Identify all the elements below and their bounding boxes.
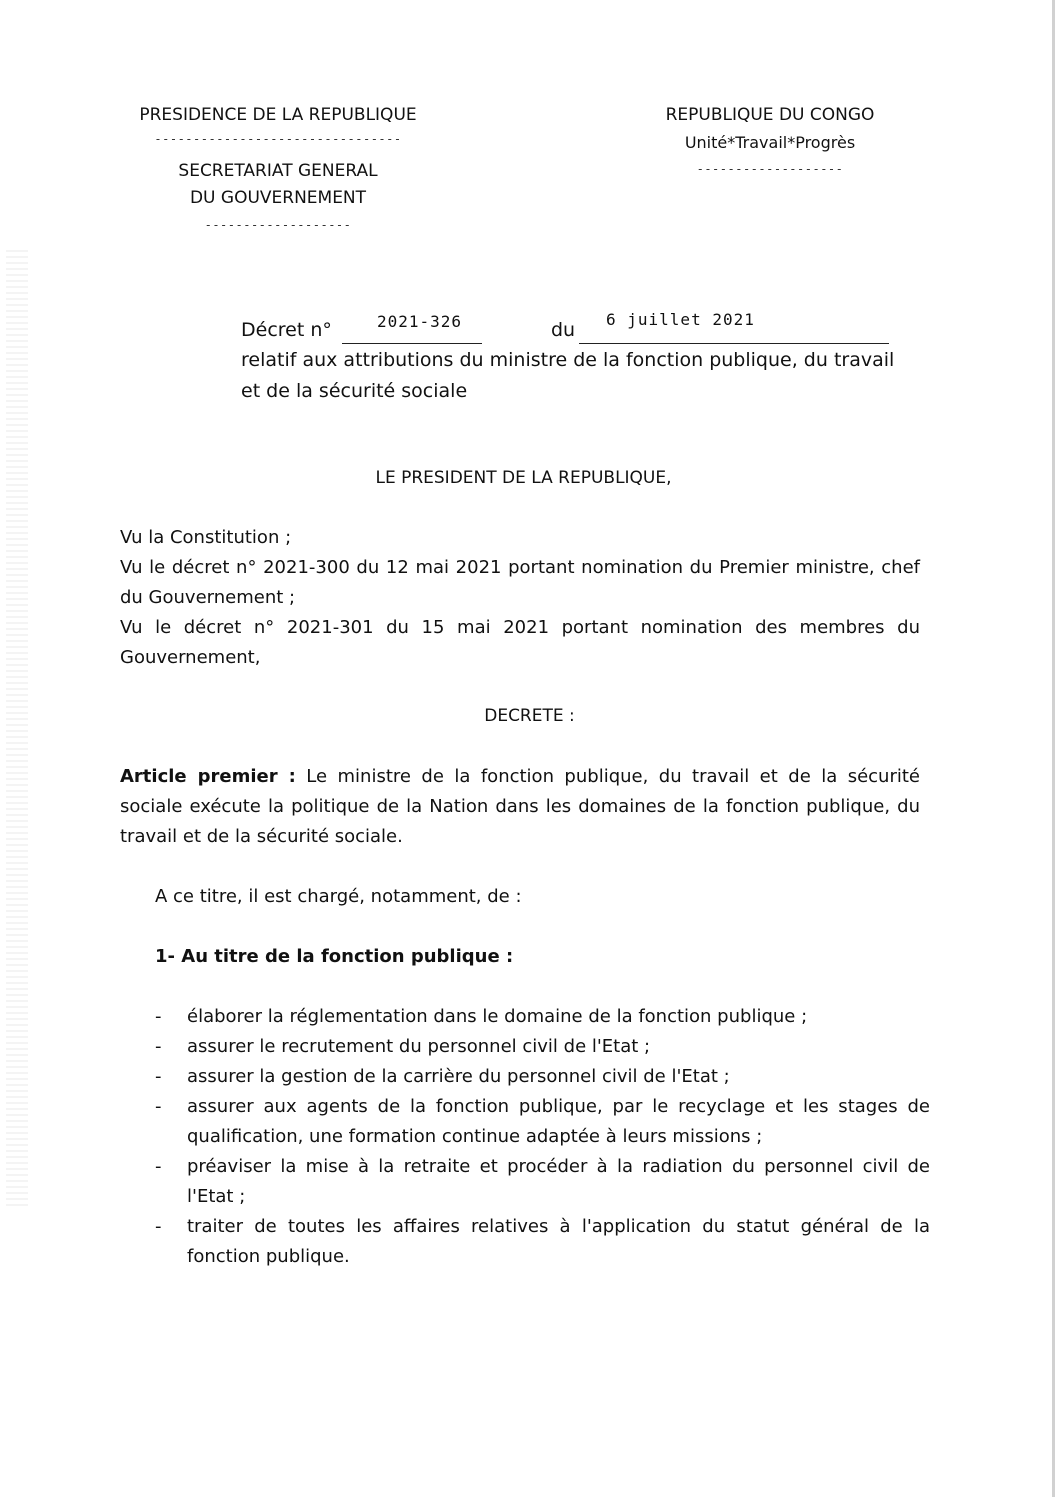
decret-number-underline xyxy=(342,343,482,344)
visa-decret-gouvernement: Vu le décret n° 2021-301 du 15 mai 2021 portant nomination des membres du Gouvernement, xyxy=(120,617,920,668)
list-item: - assurer le recrutement du personnel civil de l'Etat ; xyxy=(155,1032,930,1062)
visa-constitution: Vu la Constitution ; xyxy=(120,527,292,548)
scan-artifact-left xyxy=(6,250,28,1210)
header-presidence: PRESIDENCE DE LA REPUBLIQUE xyxy=(139,105,417,125)
article-text: Le ministre de la fonction publique, du travail et de la sécurité sociale exécute la politique de la Nation dans les domaines de la fonction publique, du travail et de la sécurité sociale. xyxy=(120,766,920,847)
header-motto: Unité*Travail*Progrès xyxy=(684,133,856,152)
decret-line xyxy=(241,312,901,346)
decret-title: relatif aux attributions du ministre de la fonction publique, du travail et de la sécurité sociale xyxy=(241,349,895,402)
president-heading: LE PRESIDENT DE LA REPUBLIQUE, xyxy=(375,468,672,488)
decret-number: 2021-326 xyxy=(377,312,463,331)
bullet-dash: - xyxy=(155,1036,162,1057)
scan-artifact-right xyxy=(1052,0,1055,1497)
list-item: - élaborer la réglementation dans le domaine de la fonction publique ; xyxy=(155,1002,930,1032)
bullet-dash: - xyxy=(155,1006,162,1027)
list-item: - assurer aux agents de la fonction publique, par le recyclage et les stages de qualification, une formation continue adaptée à leurs missions ; xyxy=(155,1092,930,1152)
header-secretariat: SECRETARIAT GENERAL xyxy=(178,161,378,181)
visa-decret-premier-ministre: Vu le décret n° 2021-300 du 12 mai 2021 portant nomination du Premier ministre, chef du Gouvernement ; xyxy=(120,557,920,608)
list-item: - traiter de toutes les affaires relatives à l'application du statut général de la fonction publique. xyxy=(155,1212,930,1272)
header-separator-left-2: ------------------- xyxy=(204,218,352,232)
decret-date: 6 juillet 2021 xyxy=(606,310,755,329)
bullet-dash: - xyxy=(155,1066,162,1087)
section1-list xyxy=(155,1002,930,1272)
article-label: Article premier : xyxy=(120,766,296,787)
article-premier xyxy=(120,762,920,852)
bullet-dash: - xyxy=(155,1216,162,1237)
list-item: - assurer la gestion de la carrière du personnel civil de l'Etat ; xyxy=(155,1062,930,1092)
header-gouvernement: DU GOUVERNEMENT xyxy=(189,188,367,208)
section1-heading: 1- Au titre de la fonction publique : xyxy=(155,946,514,967)
bullet-dash: - xyxy=(155,1096,162,1117)
header-separator-left-1: -------------------------------- xyxy=(154,132,402,146)
intro-text: A ce titre, il est chargé, notamment, de : xyxy=(155,886,522,907)
decret-du-label: du xyxy=(551,319,576,341)
header-republique: REPUBLIQUE DU CONGO xyxy=(665,105,875,125)
list-item: - préaviser la mise à la retraite et procéder à la radiation du personnel civil de l'Etat ; xyxy=(155,1152,930,1212)
decret-label: Décret n° xyxy=(241,319,332,341)
bullet-dash: - xyxy=(155,1156,162,1177)
header-separator-right: ------------------- xyxy=(696,162,844,176)
decret-date-underline xyxy=(579,343,889,344)
decrete-heading: DECRETE : xyxy=(484,706,575,726)
visas-block xyxy=(120,523,920,673)
